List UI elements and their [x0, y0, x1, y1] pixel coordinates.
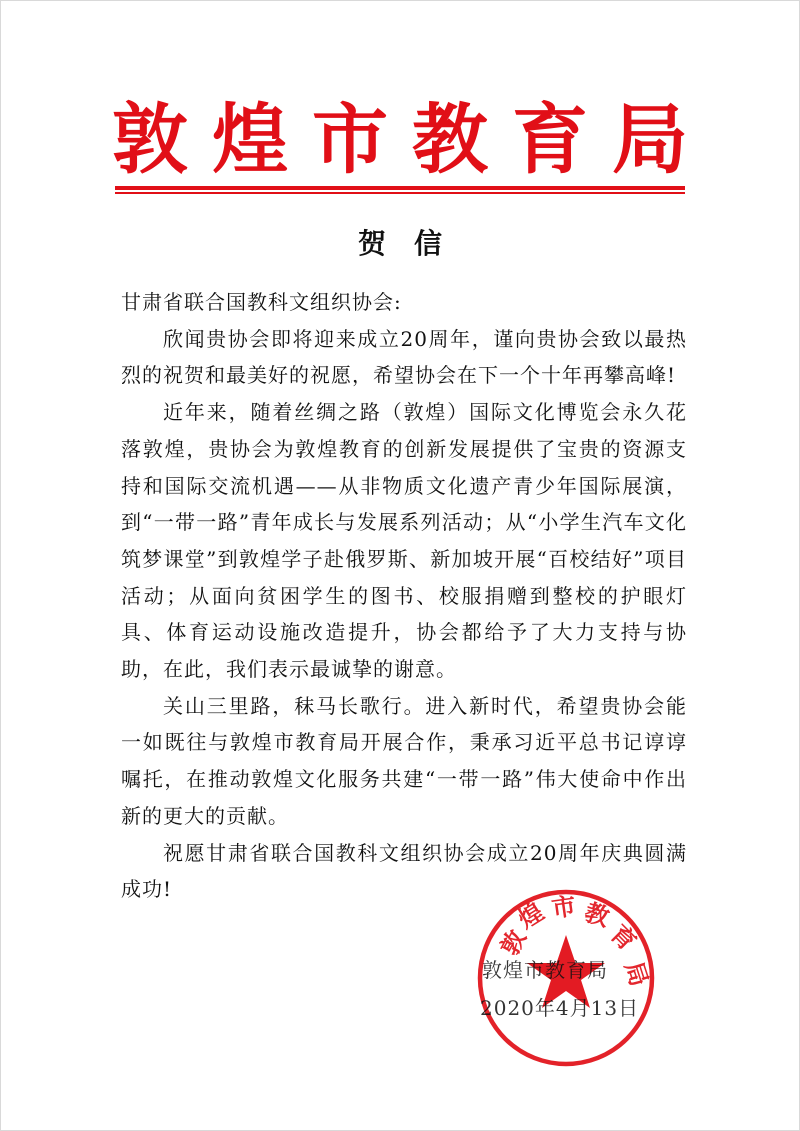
recipient-line: 甘肃省联合国教科文组织协会: [121, 290, 402, 314]
svg-text:教: 教 [581, 897, 613, 933]
letter-body [121, 284, 687, 908]
signature-org: 敦煌市教育局 [482, 958, 608, 982]
signature-date: 2020年4月13日 [480, 996, 640, 1020]
letterhead-rule-thin [115, 192, 685, 194]
svg-text:市: 市 [549, 890, 578, 923]
paragraph-1: 欣闻贵协会即将迎来成立20周年，谨向贵协会致以最热烈的祝贺和最美好的祝愿，希望协会在下一个十年再攀高峰! [121, 326, 687, 388]
document-title: 贺信 [357, 227, 470, 260]
paragraph-3: 关山三里路，秣马长歌行。进入新时代，希望贵协会能一如既往与敦煌市教育局开展合作，秉承习近平总书记谆谆嘱托，在推动敦煌文化服务共建“一带一路”伟大使命中作出新的更大的贡献。 [121, 693, 687, 828]
svg-text:敦: 敦 [494, 925, 532, 960]
paragraph-2: 近年来，随着丝绸之路（敦煌）国际文化博览会永久花落敦煌，贵协会为敦煌教育的创新发展提供了宝贵的资源支持和国际交流机遇——从非物质文化遗产青少年国际展演，到“一带一路”青年成长与发展系列活动；从“小学生汽车文化筑梦课堂”到敦煌学子赴俄罗斯、新加坡开展“百校结好”项目活动；从面向贫困学生的图书、校服捐赠到整校的护眼灯具、体育运动设施改造提升，协会都给予了大力支持与协助，在此，我们表示最诚挚的谢意。 [121, 400, 687, 682]
letterhead-org-name: 敦煌市教育局 [112, 95, 712, 184]
letterhead-rule-thick [115, 186, 685, 190]
svg-text:煌: 煌 [512, 896, 549, 935]
svg-text:育: 育 [604, 918, 643, 957]
svg-text:局: 局 [619, 957, 655, 990]
paragraph-4: 祝愿甘肃省联合国教科文组织协会成立20周年庆典圆满成功! [121, 840, 687, 902]
